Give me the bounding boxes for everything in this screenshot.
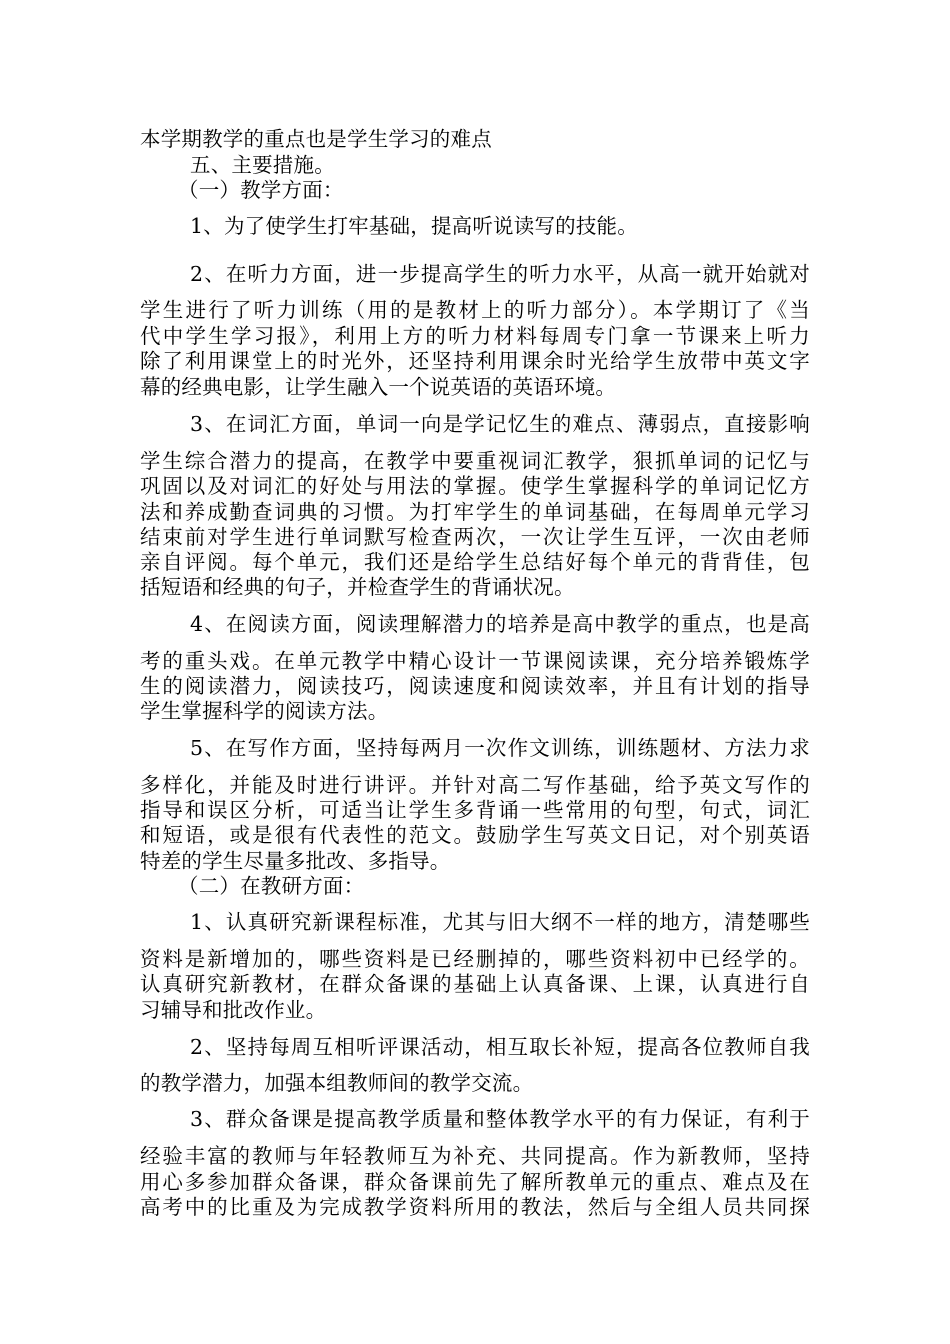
paragraph-line: 3、群众备课是提高教学质量和整体教学水平的有力保证，有利于 [190, 1107, 810, 1131]
paragraph-line: 亲自评阅。每个单元，我们还是给学生总结好每个单元的背背佳，包 [140, 550, 810, 574]
paragraph-line: 1、为了使学生打牢基础，提高听说读写的技能。 [190, 214, 638, 238]
paragraph-line: 巩固以及对词汇的好处与用法的掌握。使学生掌握科学的单词记忆方 [140, 474, 810, 498]
paragraph-line: 学生进行了听力训练（用的是教材上的听力部分）。本学期订了《当 [140, 298, 810, 322]
paragraph-line: 认真研究新教材，在群众备课的基础上认真备课、上课，认真进行自 [140, 972, 810, 996]
paragraph-line: 特差的学生尽量多批改、多指导。 [140, 849, 451, 873]
paragraph-line: 高考中的比重及为完成教学资料所用的教法，然后与全组人员共同探 [140, 1195, 810, 1219]
paragraph-line: 结束前对学生进行单词默写检查两次，一次让学生互评，一次由老师 [140, 525, 810, 549]
subsection-heading: （一）教学方面： [178, 178, 344, 202]
paragraph-line: 4、在阅读方面，阅读理解潜力的培养是高中教学的重点，也是高 [190, 612, 810, 636]
paragraph-line: 学生综合潜力的提高，在教学中要重视词汇教学，狠抓单词的记忆与 [140, 449, 810, 473]
subsection-heading: （二）在教研方面： [178, 874, 365, 898]
paragraph-line: 2、在听力方面，进一步提高学生的听力水平，从高一就开始就对 [190, 262, 810, 286]
paragraph-line: 学生掌握科学的阅读方法。 [140, 699, 389, 723]
paragraph-line: 的教学潜力，加强本组教师间的教学交流。 [140, 1071, 534, 1095]
paragraph-line: 3、在词汇方面，单词一向是学记忆生的难点、薄弱点，直接影响 [190, 412, 810, 436]
paragraph-line: 经验丰富的教师与年轻教师互为补充、共同提高。作为新教师，坚持 [140, 1144, 810, 1168]
section-heading: 五、主要措施。 [190, 153, 335, 177]
paragraph-line: 法和养成勤查词典的习惯。为打牢学生的单词基础，在每周单元学习 [140, 500, 810, 524]
paragraph-line: 幕的经典电影，让学生融入一个说英语的英语环境。 [140, 375, 617, 399]
paragraph-line: 用心多参加群众备课，群众备课前先了解所教单元的重点、难点及在 [140, 1170, 810, 1194]
text-line-continuation: 本学期教学的重点也是学生学习的难点 [140, 127, 492, 151]
paragraph-line: 除了利用课堂上的时光外，还坚持利用课余时光给学生放带中英文字 [140, 349, 810, 373]
paragraph-line: 和短语，或是很有代表性的范文。鼓励学生写英文日记，对个别英语 [140, 823, 810, 847]
paragraph-line: 括短语和经典的句子，并检查学生的背诵状况。 [140, 575, 575, 599]
paragraph-line: 2、坚持每周互相听评课活动，相互取长补短，提高各位教师自我 [190, 1035, 810, 1059]
paragraph-line: 5、在写作方面，坚持每两月一次作文训练，训练题材、方法力求 [190, 736, 810, 760]
paragraph-line: 生的阅读潜力，阅读技巧，阅读速度和阅读效率，并且有计划的指导 [140, 674, 810, 698]
paragraph-line: 资料是新增加的，哪些资料是已经删掉的，哪些资料初中已经学的。 [140, 947, 810, 971]
paragraph-line: 指导和误区分析，可适当让学生多背诵一些常用的句型，句式，词汇 [140, 798, 810, 822]
paragraph-line: 代中学生学习报》，利用上方的听力材料每周专门拿一节课来上听力 [140, 324, 810, 348]
paragraph-line: 1、认真研究新课程标准，尤其与旧大纲不一样的地方，清楚哪些 [190, 910, 810, 934]
paragraph-line: 多样化，并能及时进行讲评。并针对高二写作基础，给予英文写作的 [140, 773, 810, 797]
paragraph-line: 习辅导和批改作业。 [140, 998, 327, 1022]
paragraph-line: 考的重头戏。在单元教学中精心设计一节课阅读课，充分培养锻炼学 [140, 649, 810, 673]
